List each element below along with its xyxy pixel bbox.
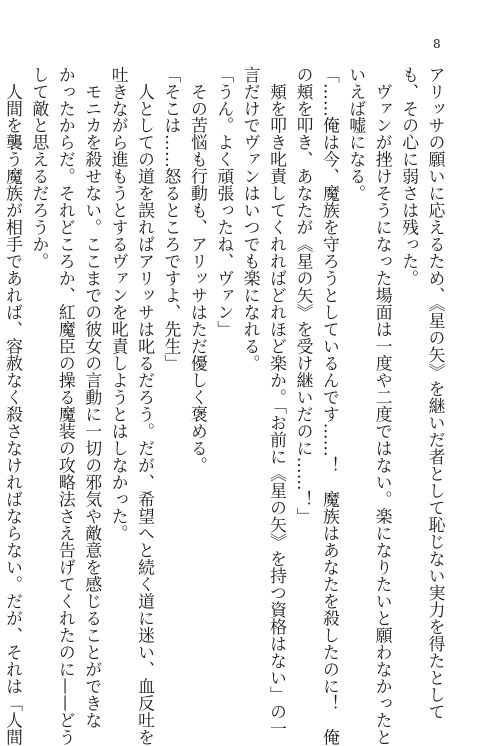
- text-line: いえば嘘になる。: [343, 66, 369, 666]
- text-line: モニカを殺せない。ここまでの彼女の言動に一切の邪気や敵意を感じることができな: [79, 66, 105, 666]
- novel-text-body: [0, 66, 449, 666]
- text-line: の頬を叩き、あなたが《星の矢》を受け継いだのに……！」: [291, 66, 317, 666]
- page-number: 8: [433, 38, 441, 50]
- text-line: 吐きながら進もうとするヴァンを叱責しようとはしなかった。: [106, 66, 132, 666]
- text-line: アリッサの願いに応えるため、《星の矢》を継いだ者として恥じない実力を得たとして: [423, 66, 449, 666]
- text-line: 人間を襲う魔族が相手であれば、容赦なく殺さなければならない。だが、それは「人間: [0, 66, 26, 666]
- text-line: 「うん。よく頑張ったね、ヴァン」: [211, 66, 237, 666]
- text-line: して敵と思えるだろうか。: [27, 66, 53, 666]
- text-line: 「……俺は今、魔族を守ろうとしているんです……！ 魔族はあなたを殺したのに！ 俺: [317, 66, 343, 666]
- text-line: も、その心に弱さは残った。: [396, 66, 422, 666]
- text-line: 言だけでヴァンはいつでも楽になれる。: [238, 66, 264, 666]
- text-line: 頬を叩き叱責してくれればどれほど楽か。「お前に《星の矢》を持つ資格はない」の一: [264, 66, 290, 666]
- text-line: 「そこは……怒るところですよ、先生」: [159, 66, 185, 666]
- text-line: かったからだ。それどころか、紅魔臣の操る魔装の攻略法さえ告げてくれたのに——どう: [53, 66, 79, 666]
- text-line: 人としての道を誤ればアリッサは叱るだろう。だが、希望へと続く道に迷い、血反吐を: [132, 66, 158, 666]
- text-line: ヴァンが挫けそうになった場面は一度や二度ではない。楽になりたいと願わなかったと: [370, 66, 396, 666]
- text-line: その苦悩も行動も、アリッサはただ優しく褒める。: [185, 66, 211, 666]
